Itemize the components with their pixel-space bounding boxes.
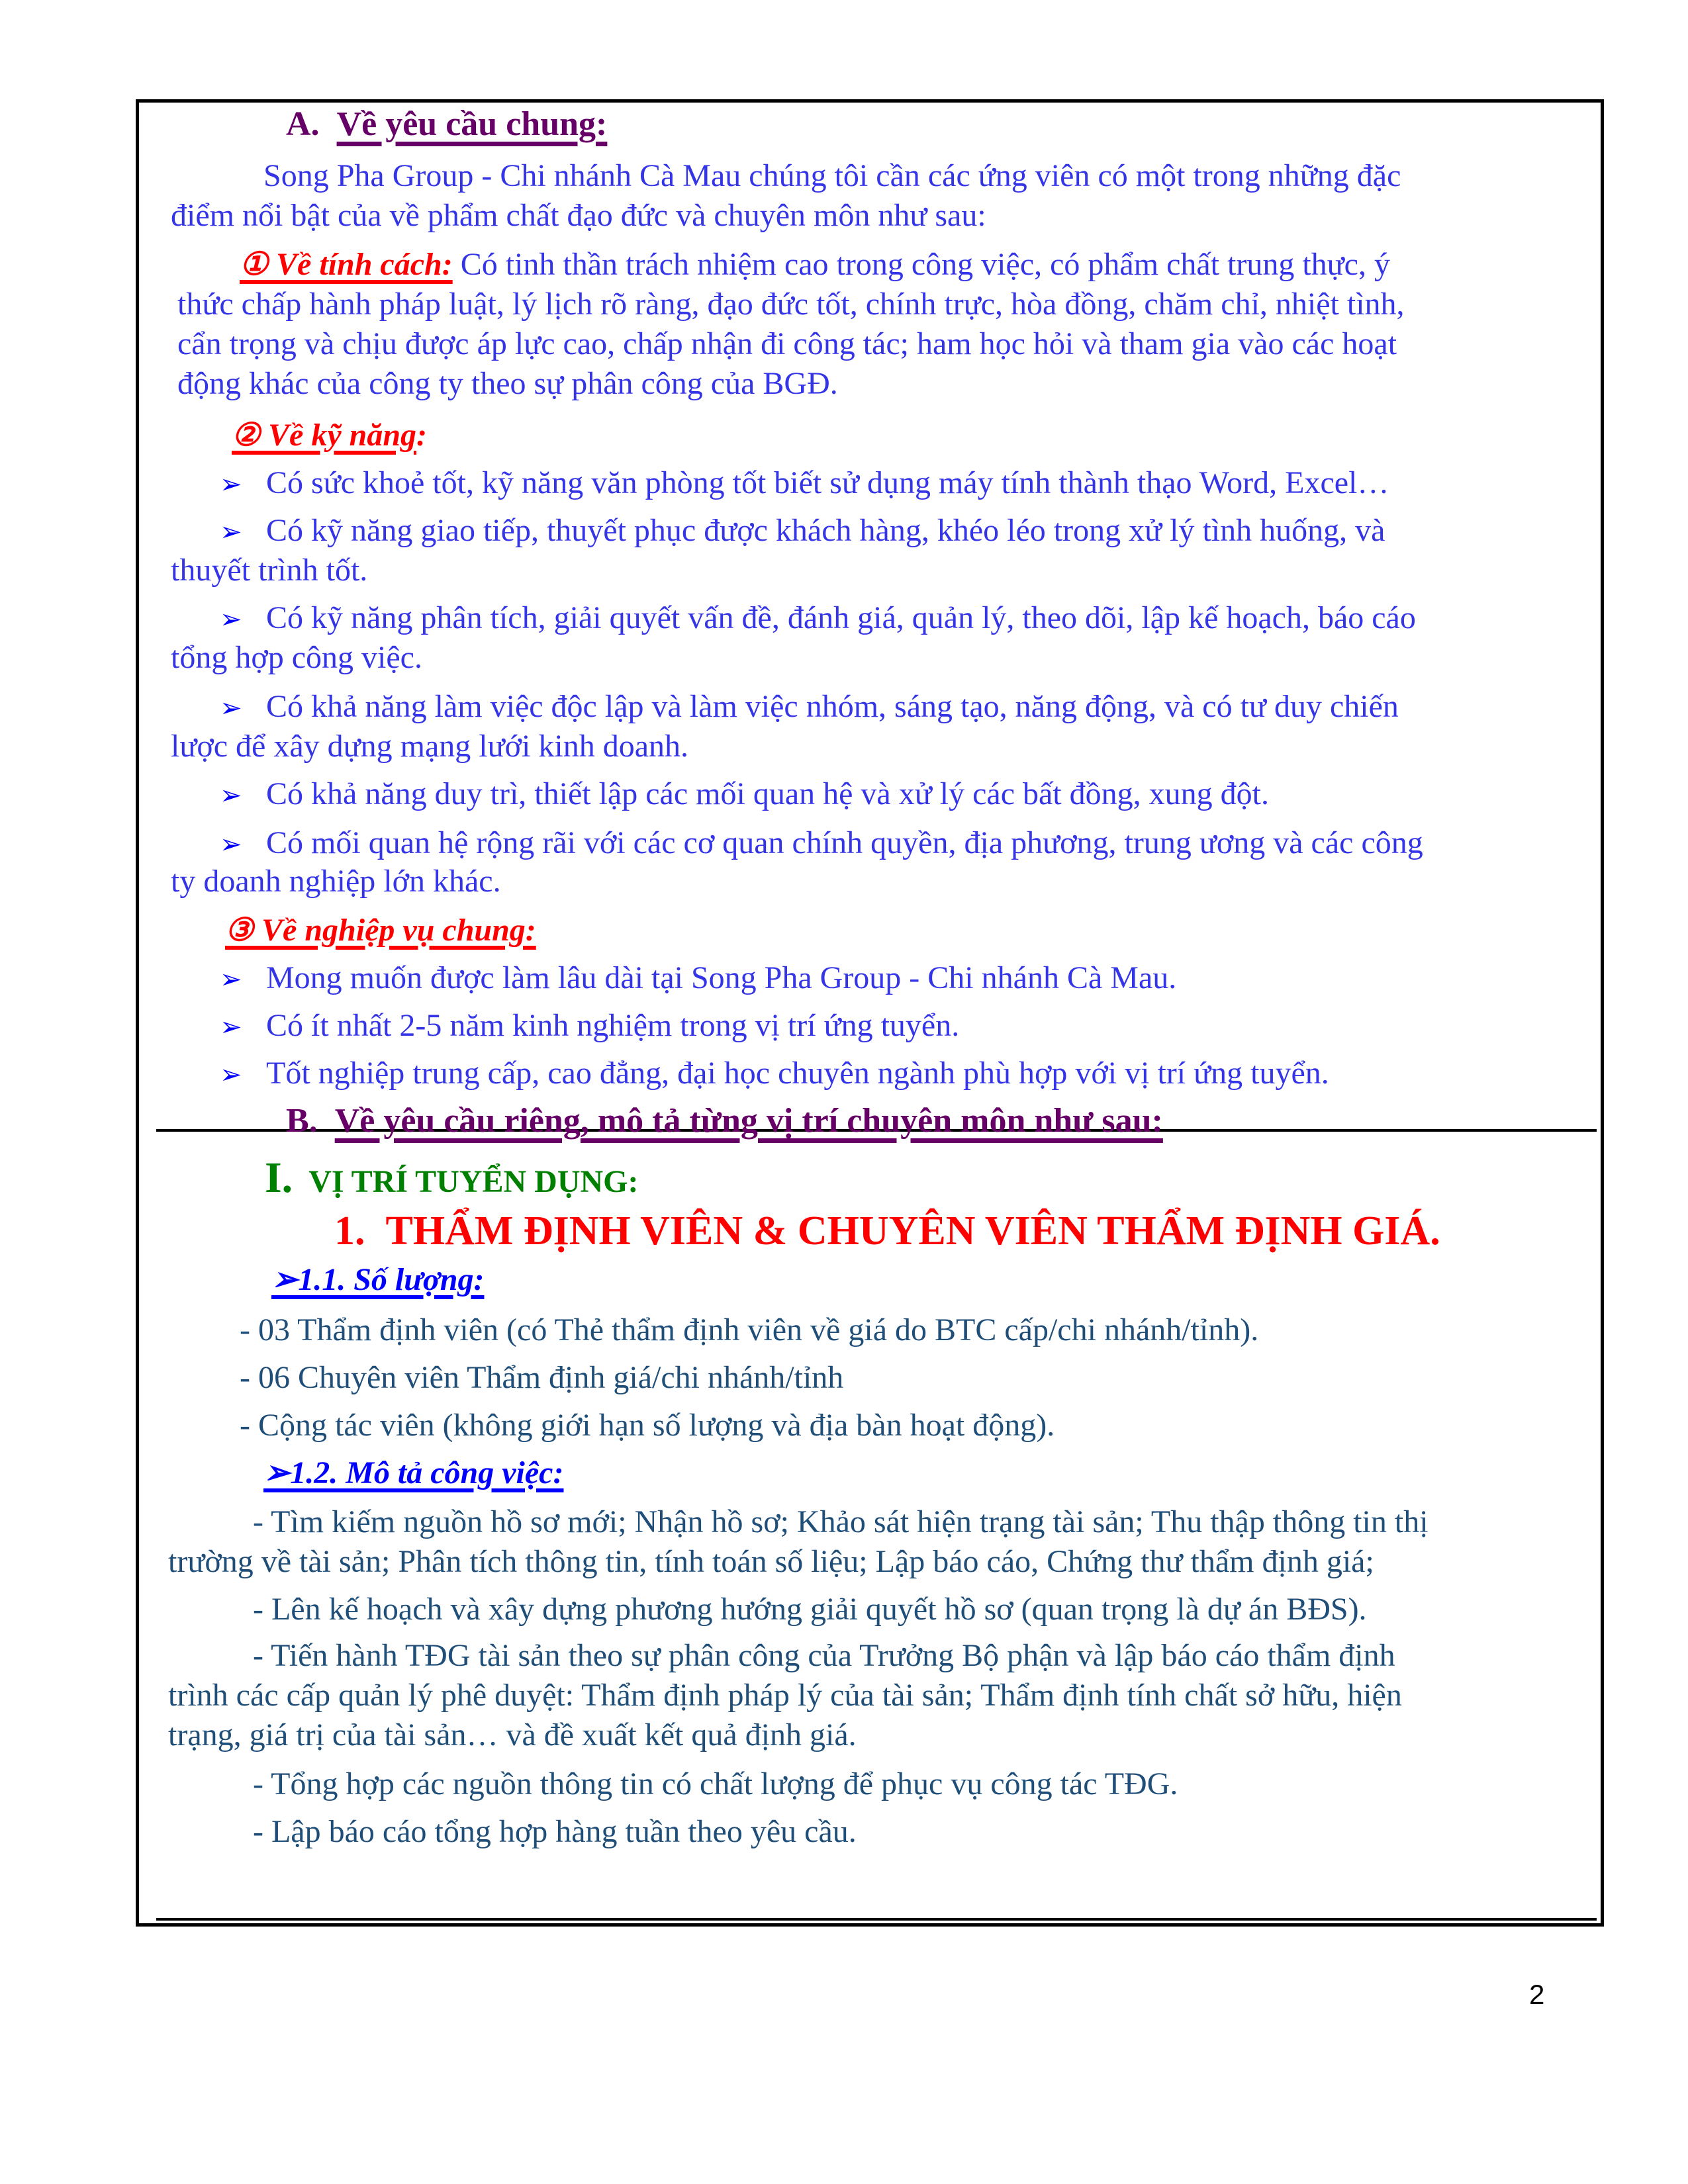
arrow-bullet-icon: ➢ [220, 1012, 242, 1042]
arrow-bullet-icon: ➢ [220, 964, 242, 995]
description-line: - Tìm kiếm nguồn hồ sơ mới; Nhận hồ sơ; Khảo sát hiện trạng tài sản; Thu thập thông tin thị [253, 1504, 1429, 1539]
skill-text: Có khả năng duy trì, thiết lập các mối quan hệ và xử lý các bất đồng, xung đột. [266, 776, 1269, 811]
arrow-bullet-icon: ➢ [220, 517, 242, 547]
general-heading: ③ Về nghiệp vụ chung: [225, 913, 536, 948]
general-item [220, 958, 1176, 999]
skill-text: Có khả năng làm việc độc lập và làm việc nhóm, sáng tạo, năng động, và có tư duy chiến [266, 689, 1399, 724]
roman-heading [265, 1154, 639, 1206]
section-b-letter: B. [286, 1102, 318, 1140]
description-line: - Tổng hợp các nguồn thông tin có chất lượng để phục vụ công tác TĐG. [253, 1766, 1178, 1801]
personality-line: động khác của công ty theo sự phân công của BGĐ. [177, 366, 838, 401]
bottom-double-rule [156, 1918, 1597, 1921]
skill-item [220, 463, 1389, 504]
personality-line: cẩn trọng và chịu được áp lực cao, chấp nhận đi công tác; ham học hỏi và tham gia vào các hoạt [177, 326, 1397, 361]
description-line: - Tiến hành TĐG tài sản theo sự phân công của Trưởng Bộ phận và lập báo cáo thẩm định [253, 1638, 1395, 1673]
quantity-heading: ➢1.1. Số lượng: [271, 1262, 485, 1297]
position-title: THẨM ĐỊNH VIÊN & CHUYÊN VIÊN THẨM ĐỊNH GIÁ. [385, 1208, 1440, 1253]
arrow-bullet-icon: ➢ [220, 693, 242, 723]
section-a-heading [286, 105, 607, 144]
roman-title: VỊ TRÍ TUYỂN DỤNG: [308, 1164, 639, 1199]
skill-item [220, 823, 1423, 864]
arrow-bullet-icon: ➢ [220, 604, 242, 635]
general-text: Tốt nghiệp trung cấp, cao đẳng, đại học chuyên ngành phù hợp với vị trí ứng tuyển. [266, 1056, 1329, 1091]
arrow-bullet-icon: ➢ [220, 1060, 242, 1090]
skill-continuation: tổng hợp công việc. [171, 640, 422, 675]
arrow-bullet-icon: ➢ [220, 469, 242, 500]
section-b-title: Về yêu cầu riêng, mô tả từng vị trí chuyên môn như sau: [334, 1102, 1163, 1140]
skills-heading [232, 416, 427, 455]
arrow-bullet-icon: ➢ [220, 780, 242, 811]
skill-item [220, 774, 1269, 815]
skill-item [220, 511, 1385, 552]
skill-text: Có kỹ năng phân tích, giải quyết vấn đề, đánh giá, quản lý, theo dõi, lập kế hoạch, báo cáo [266, 600, 1416, 635]
position-heading [334, 1206, 1440, 1256]
intro-line: Song Pha Group - Chi nhánh Cà Mau chúng tôi cần các ứng viên có một trong những đặc [263, 158, 1401, 193]
general-text: Có ít nhất 2-5 năm kinh nghiệm trong vị trí ứng tuyển. [266, 1008, 960, 1043]
general-item [220, 1006, 959, 1047]
personality-heading: ① Về tính cách: [240, 247, 453, 282]
intro-line: điểm nổi bật của về phẩm chất đạo đức và chuyên môn như sau: [171, 198, 986, 233]
roman-numeral: I. [265, 1154, 293, 1202]
skill-item [220, 598, 1416, 639]
skill-continuation: thuyết trình tốt. [171, 553, 368, 588]
skill-item [220, 687, 1399, 728]
arrow-bullet-icon: ➢ [220, 829, 242, 860]
personality-line [240, 245, 1390, 285]
description-line: trình các cấp quản lý phê duyệt: Thẩm định pháp lý của tài sản; Thẩm định tính chất sở hữu, hiện [168, 1678, 1402, 1713]
page-number: 2 [1529, 1979, 1545, 2010]
personality-line: thức chấp hành pháp luật, lý lịch rõ ràng, đạo đức tốt, chính trực, hòa đồng, chăm chỉ, nhiệt tình, [177, 287, 1405, 322]
personality-text: Có tinh thần trách nhiệm cao trong công việc, có phẩm chất trung thực, ý [452, 247, 1390, 282]
description-heading: ➢1.2. Mô tả công việc: [263, 1455, 564, 1490]
quantity-item: - 03 Thẩm định viên (có Thẻ thẩm định viên về giá do BTC cấp/chi nhánh/tỉnh). [240, 1312, 1259, 1347]
quantity-item: - 06 Chuyên viên Thẩm định giá/chi nhánh/tỉnh [240, 1360, 844, 1395]
general-text: Mong muốn được làm lâu dài tại Song Pha Group - Chi nhánh Cà Mau. [266, 960, 1177, 995]
skills-heading-colon: : [416, 418, 428, 453]
quantity-item: - Cộng tác viên (không giới hạn số lượng và địa bàn hoạt động). [240, 1408, 1055, 1443]
general-item [220, 1054, 1329, 1095]
description-line: trạng, giá trị của tài sản… và đề xuất kết quả định giá. [168, 1717, 857, 1752]
position-number: 1. [334, 1208, 365, 1253]
section-a-letter: A. [286, 105, 320, 143]
skill-text: Có kỹ năng giao tiếp, thuyết phục được khách hàng, khéo léo trong xử lý tình huống, và [266, 513, 1385, 548]
description-line: trường về tài sản; Phân tích thông tin, tính toán số liệu; Lập báo cáo, Chứng thư thẩm định giá; [168, 1544, 1374, 1579]
section-a-title: Về yêu cầu chung: [336, 105, 608, 143]
skill-text: Có mối quan hệ rộng rãi với các cơ quan chính quyền, địa phương, trung ương và các công [266, 825, 1423, 860]
skill-continuation: ty doanh nghiệp lớn khác. [171, 864, 501, 899]
skill-text: Có sức khoẻ tốt, kỹ năng văn phòng tốt biết sử dụng máy tính thành thạo Word, Excel… [266, 465, 1389, 500]
skills-heading-text: ② Về kỹ năng [232, 418, 417, 453]
section-b-heading [286, 1101, 1163, 1141]
description-line: - Lập báo cáo tổng hợp hàng tuần theo yêu cầu. [253, 1814, 857, 1849]
description-line: - Lên kế hoạch và xây dựng phương hướng giải quyết hồ sơ (quan trọng là dự án BĐS). [253, 1592, 1367, 1627]
skill-continuation: lược để xây dựng mạng lưới kinh doanh. [171, 729, 689, 764]
